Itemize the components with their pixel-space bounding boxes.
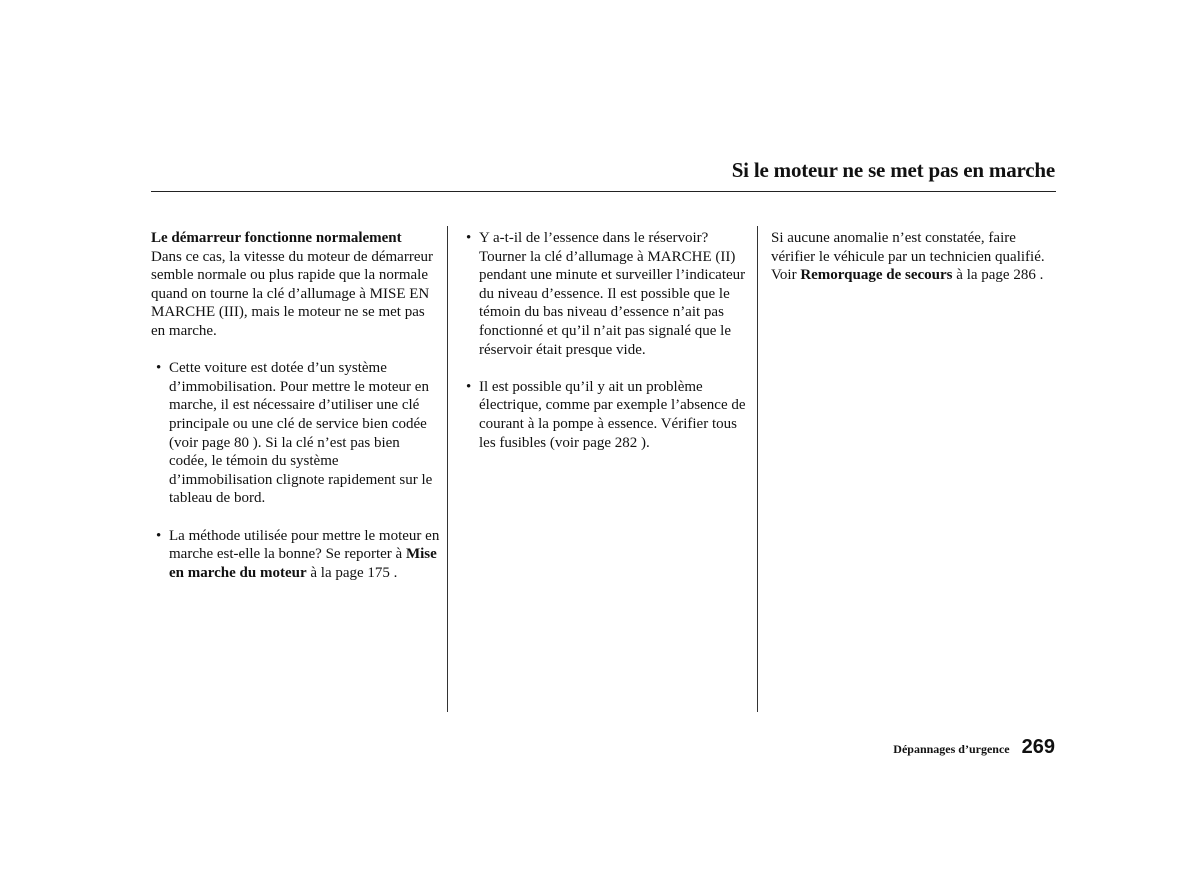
page-number: 269: [1021, 736, 1055, 758]
bullet-icon: •: [466, 378, 472, 395]
title-divider: [151, 191, 1056, 192]
towing-text: Si aucune anomalie n’est constatée, faire vérifier le véhicule par un technicien qualifié. Voir: [771, 230, 1045, 284]
page-title: Si le moteur ne se met pas en marche: [731, 158, 1055, 182]
column-2: [466, 229, 751, 452]
bullet-icon: •: [156, 527, 162, 544]
towing-page-ref: à la page 286 .: [956, 267, 1044, 284]
cross-reference-towing: Remorquage de secours: [800, 267, 953, 284]
bullet-text: Y a-t-il de l’essence dans le réservoir? Tourner la clé d’allumage à MARCHE (II) pendant une minute et surveiller l’indicateur du niveau d’essence. Il est possible que le témoin du bas niveau d’essence n’ait pas fonctionné et qu’il n’ait pas signalé que le réservoir était presque vide.: [479, 230, 746, 358]
bullet-text: Il est possible qu’il y ait un problème électrique, comme par exemple l’absence de courant à la pompe à essence. Vérifier tous les fusibles (voir page 282 ).: [479, 378, 746, 451]
bullet-icon: •: [156, 360, 162, 377]
cross-reference-starting-engine: Mise en marche du moteur: [169, 546, 437, 581]
column-3: [771, 229, 1061, 285]
page-footer: [893, 736, 1055, 759]
intro-paragraph: Dans ce cas, la vitesse du moteur de démarreur semble normale ou plus rapide que la normale quand on tourne la clé d’allumage à MISE EN MARCHE (III), mais le moteur ne se met pas en marche.: [151, 248, 433, 339]
column-divider: [447, 226, 448, 712]
bullet-item-electrical: [466, 378, 751, 452]
column-divider: [757, 226, 758, 712]
bullet-text: Cette voiture est dotée d’un système d’immobilisation. Pour mettre le moteur en marche, il est nécessaire d’utiliser une clé principale ou une clé de service bien codée (voir page 80 ). Si la clé n’est pas bien codée, le témoin du système d’immobilisation clignote rapidement sur le tableau de bord.: [169, 360, 433, 507]
column-1: [151, 229, 441, 582]
towing-paragraph: [771, 229, 1061, 285]
bullet-item-fuel: [466, 229, 751, 359]
bullet-item-starting-method: [151, 527, 441, 583]
section-heading: Le démarreur fonctionne normalement: [151, 230, 402, 246]
bullet-text: La méthode utilisée pour mettre le moteur en marche est-elle la bonne? Se reporter à: [169, 527, 440, 563]
footer-section-title: Dépannages d’urgence: [893, 742, 1010, 756]
bullet-text-page-ref: à la page 175 .: [310, 564, 398, 581]
bullet-icon: •: [466, 230, 472, 246]
bullet-item-immobilizer: [151, 359, 441, 508]
